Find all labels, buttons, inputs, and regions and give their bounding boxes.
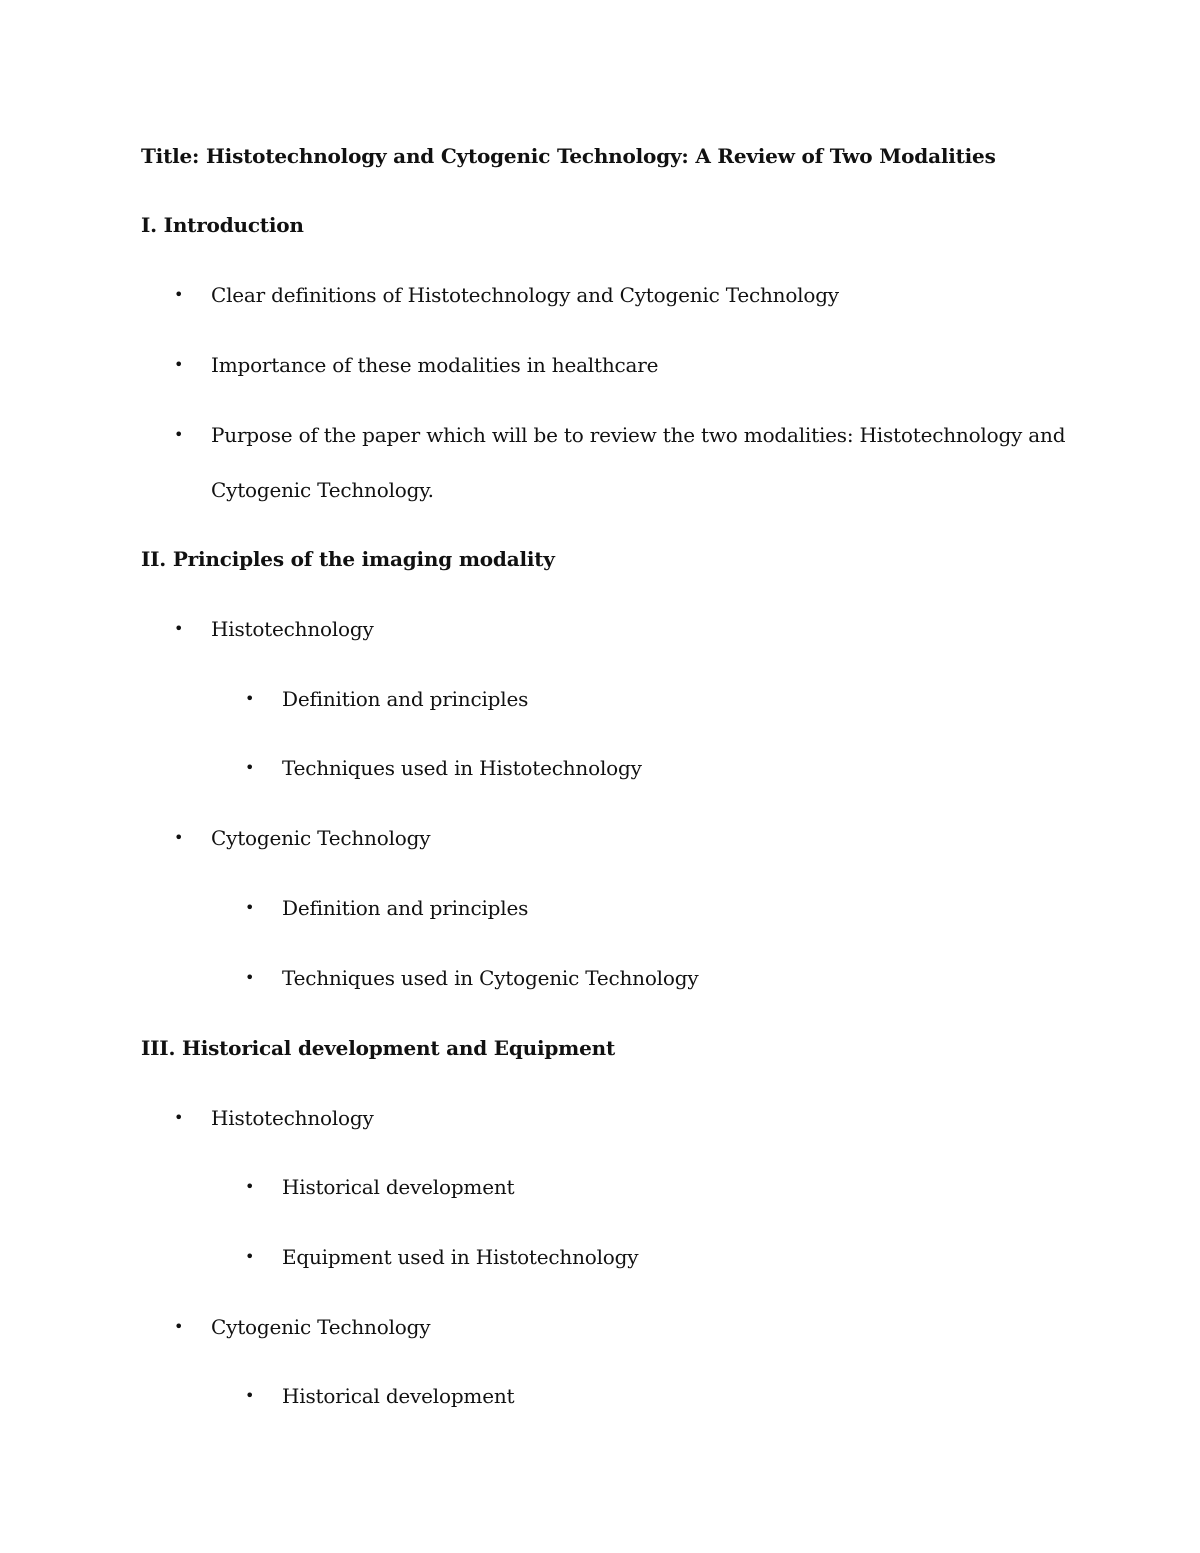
bullet-icon: • xyxy=(174,355,184,374)
bullet-icon: • xyxy=(245,1177,255,1196)
sub-list-item: Historical development xyxy=(282,1175,515,1199)
sub-list-item: Techniques used in Cytogenic Technology xyxy=(282,966,699,990)
sub-list-item: Techniques used in Histotechnology xyxy=(282,756,642,780)
bullet-icon: • xyxy=(245,689,255,708)
section-heading-introduction: I. Introduction xyxy=(141,213,304,237)
bullet-icon: • xyxy=(174,1108,184,1127)
bullet-icon: • xyxy=(245,898,255,917)
section-heading-historical: III. Historical development and Equipment xyxy=(141,1036,616,1060)
bullet-icon: • xyxy=(245,968,255,987)
list-item-continuation: Cytogenic Technology. xyxy=(211,478,434,502)
list-item: Purpose of the paper which will be to review the two modalities: Histotechnology and xyxy=(211,423,1066,447)
bullet-icon: • xyxy=(174,828,184,847)
list-item: Clear definitions of Histotechnology and Cytogenic Technology xyxy=(211,283,839,307)
document-title: Title: Histotechnology and Cytogenic Technology: A Review of Two Modalities xyxy=(141,144,996,168)
bullet-icon: • xyxy=(174,425,184,444)
sub-list-item: Definition and principles xyxy=(282,687,529,711)
list-item: Importance of these modalities in healthcare xyxy=(211,353,659,377)
bullet-icon: • xyxy=(174,285,184,304)
section-heading-principles: II. Principles of the imaging modality xyxy=(141,547,555,571)
list-item: Histotechnology xyxy=(211,1106,374,1130)
sub-list-item: Historical development xyxy=(282,1384,515,1408)
sub-list-item: Definition and principles xyxy=(282,896,529,920)
list-item: Cytogenic Technology xyxy=(211,1315,431,1339)
bullet-icon: • xyxy=(174,1317,184,1336)
list-item: Histotechnology xyxy=(211,617,374,641)
bullet-icon: • xyxy=(245,1247,255,1266)
sub-list-item: Equipment used in Histotechnology xyxy=(282,1245,639,1269)
bullet-icon: • xyxy=(245,758,255,777)
bullet-icon: • xyxy=(174,619,184,638)
bullet-icon: • xyxy=(245,1386,255,1405)
list-item: Cytogenic Technology xyxy=(211,826,431,850)
